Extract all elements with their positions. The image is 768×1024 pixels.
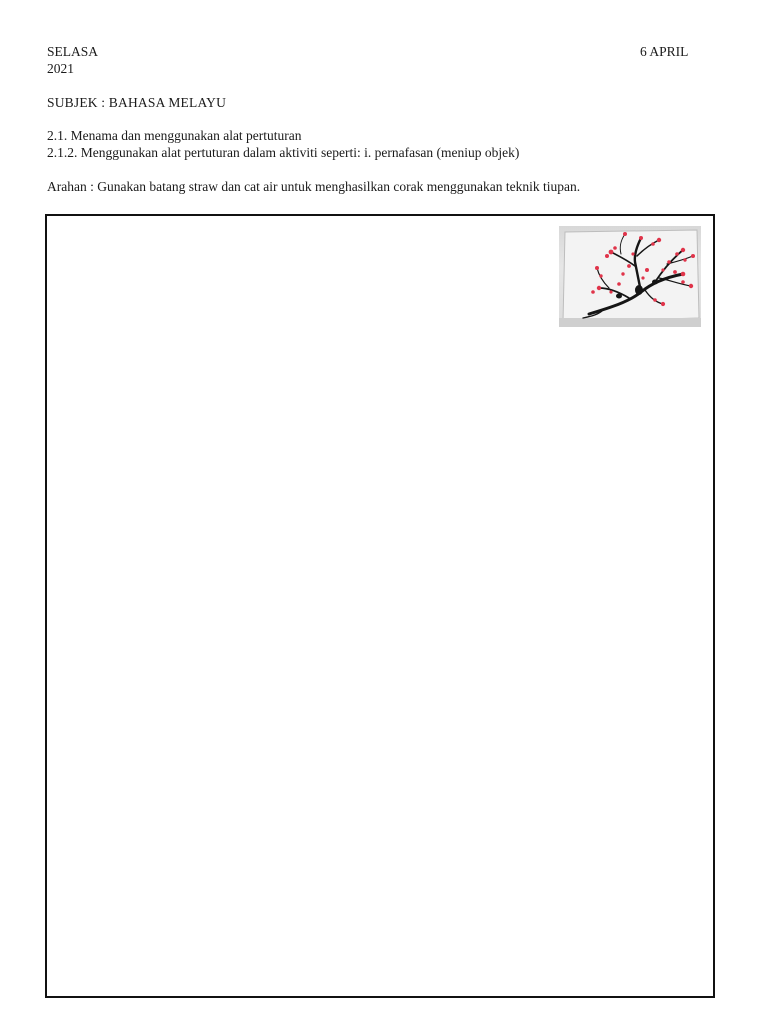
- year-label: 2021: [47, 61, 74, 76]
- day-label: SELASA: [47, 44, 99, 59]
- date-label: 6 APRIL: [640, 44, 689, 59]
- subject-heading: SUBJEK : BAHASA MELAYU: [47, 95, 227, 110]
- objective-line: 2.1.2. Menggunakan alat pertuturan dalam aktiviti seperti: i. pernafasan (meniup objek): [47, 145, 520, 160]
- instruction-text: Arahan : Gunakan batang straw dan cat air untuk menghasilkan corak menggunakan teknik tiupan.: [47, 179, 581, 194]
- blossom-branch-illustration: [559, 226, 701, 327]
- objective-line: 2.1. Menama dan menggunakan alat pertuturan: [47, 128, 302, 143]
- example-artwork-image: [559, 226, 701, 327]
- drawing-area-box: [45, 214, 715, 998]
